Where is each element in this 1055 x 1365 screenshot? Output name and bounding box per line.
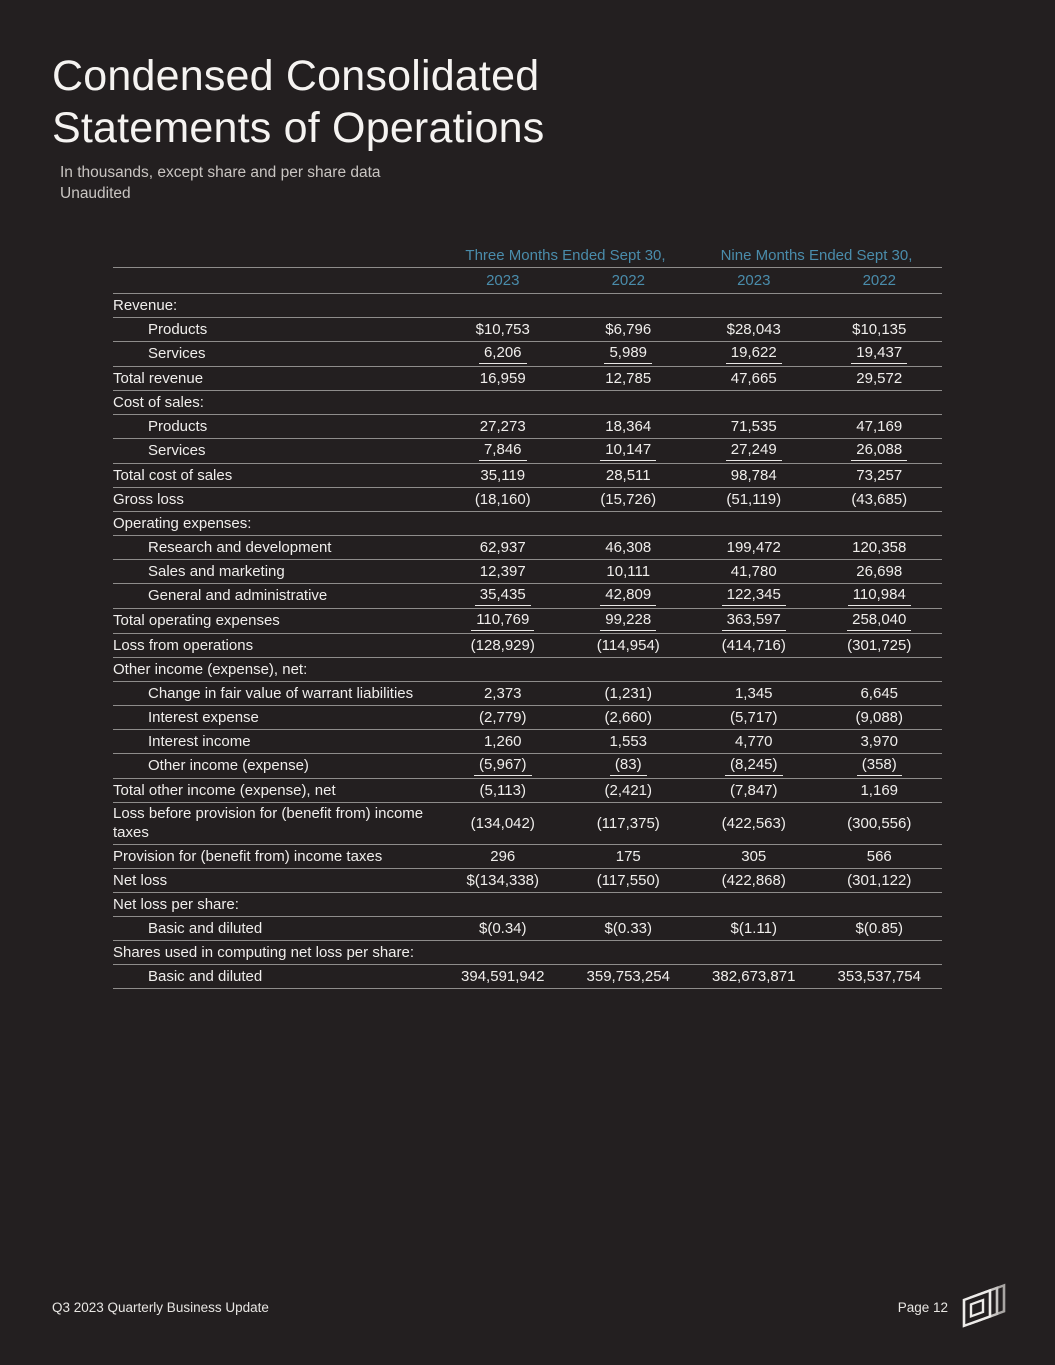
row-value: 46,308 — [605, 538, 652, 556]
row-value: 18,364 — [605, 417, 652, 435]
row-label: Services — [148, 442, 206, 459]
subtitle-line2: Unaudited — [60, 185, 131, 202]
table-row — [113, 682, 942, 706]
row-value: (2,421) — [604, 781, 653, 799]
row-label: Interest expense — [148, 708, 259, 726]
row-label: Total revenue — [113, 369, 204, 387]
row-label: Gross loss — [113, 490, 184, 508]
page-title — [52, 50, 544, 154]
table-row — [113, 488, 942, 512]
table-row — [113, 584, 942, 609]
year-header-row — [113, 268, 942, 294]
row-label: Other income (expense), net: — [113, 660, 308, 678]
row-label: General and administrative — [148, 587, 328, 604]
row-value: 359,753,254 — [586, 967, 670, 985]
row-value: 16,959 — [479, 369, 526, 387]
row-value: 4,770 — [734, 732, 773, 750]
row-label: Sales and marketing — [148, 562, 285, 580]
row-value: 19,622 — [691, 342, 817, 366]
row-value: $10,753 — [475, 320, 530, 338]
row-label: Net loss per share: — [113, 895, 239, 913]
row-value: 26,698 — [856, 562, 903, 580]
row-value: 62,937 — [479, 538, 526, 556]
row-value: 28,511 — [605, 466, 651, 484]
row-label: Loss from operations — [113, 636, 254, 654]
row-value: 27,249 — [691, 439, 817, 463]
row-value: 10,147 — [566, 439, 692, 463]
page-subtitle — [60, 162, 381, 204]
operations-table — [113, 245, 942, 989]
table-row — [113, 439, 942, 464]
table-body — [113, 294, 942, 989]
row-label: Cost of sales: — [113, 393, 204, 411]
row-value: (114,954) — [596, 636, 660, 654]
row-label: Interest income — [148, 732, 251, 750]
table-row — [113, 754, 942, 779]
row-value: 363,597 — [691, 609, 817, 633]
row-value: (15,726) — [600, 490, 657, 508]
table-row — [113, 658, 942, 682]
year-header: 2022 — [862, 272, 896, 289]
row-value: 2,373 — [483, 684, 522, 702]
row-value: 12,785 — [605, 369, 652, 387]
table-row — [113, 803, 942, 845]
row-value: 175 — [615, 847, 641, 865]
year-header: 2022 — [611, 272, 645, 289]
row-value: 566 — [866, 847, 892, 865]
layered-cube-logo-icon — [961, 1281, 1013, 1333]
table-row — [113, 845, 942, 869]
row-value: (9,088) — [855, 708, 904, 726]
row-label: Products — [148, 320, 208, 338]
row-value: (51,119) — [726, 490, 782, 508]
row-value: (8,245) — [691, 754, 817, 778]
row-value: (5,717) — [729, 708, 778, 726]
row-value: 42,809 — [566, 584, 692, 608]
row-value: (2,660) — [604, 708, 653, 726]
row-value: (358) — [817, 754, 943, 778]
row-label: Basic and diluted — [148, 919, 263, 937]
row-label: Total operating expenses — [113, 612, 280, 629]
row-value: 26,088 — [817, 439, 943, 463]
row-value: (300,556) — [847, 814, 912, 832]
row-value: (2,779) — [478, 708, 527, 726]
row-label: Shares used in computing net loss per share: — [113, 943, 415, 961]
row-value: 6,645 — [860, 684, 899, 702]
row-value: 10,111 — [606, 562, 651, 580]
row-value: (422,563) — [721, 814, 786, 832]
row-value: $(134,338) — [466, 871, 540, 889]
row-value: 6,206 — [440, 342, 566, 366]
row-value: (1,231) — [604, 684, 653, 702]
table-row — [113, 294, 942, 318]
row-value: 296 — [490, 847, 516, 865]
table-row — [113, 706, 942, 730]
row-value: 7,846 — [440, 439, 566, 463]
table-row — [113, 536, 942, 560]
row-value: 99,228 — [566, 609, 692, 633]
row-value: 199,472 — [726, 538, 781, 556]
row-label: Revenue: — [113, 296, 178, 314]
table-row — [113, 609, 942, 634]
row-value: 382,673,871 — [712, 967, 796, 985]
period-header-nine-months: Nine Months Ended Sept 30, — [720, 247, 913, 264]
row-value: (422,868) — [721, 871, 786, 889]
table-row — [113, 560, 942, 584]
table-row — [113, 512, 942, 536]
row-value: 122,345 — [691, 584, 817, 608]
row-value: 35,119 — [480, 466, 526, 484]
page-title-line2: Statements of Operations — [52, 104, 545, 152]
row-value: (134,042) — [470, 814, 535, 832]
row-value: 47,169 — [856, 417, 903, 435]
row-value: $(0.85) — [855, 919, 904, 937]
row-label: Provision for (benefit from) income taxes — [113, 847, 383, 865]
table-row — [113, 318, 942, 342]
row-value: 1,553 — [609, 732, 648, 750]
row-value: (7,847) — [729, 781, 778, 799]
row-value: (18,160) — [474, 490, 531, 508]
row-value: 41,780 — [730, 562, 777, 580]
row-value: $6,796 — [605, 320, 652, 338]
table-row — [113, 779, 942, 803]
year-header: 2023 — [486, 272, 520, 289]
table-row — [113, 634, 942, 658]
table-row — [113, 367, 942, 391]
page-number: Page 12 — [897, 1300, 948, 1315]
table-row — [113, 342, 942, 367]
row-value: (301,725) — [847, 636, 912, 654]
table-row — [113, 464, 942, 488]
row-label: Loss before provision for (benefit from) income taxes — [113, 805, 424, 841]
row-label: Net loss — [113, 871, 168, 889]
table-row — [113, 869, 942, 893]
row-value: 1,260 — [483, 732, 522, 750]
row-value: 120,358 — [852, 538, 907, 556]
row-label: Operating expenses: — [113, 514, 252, 532]
row-value: (5,967) — [440, 754, 566, 778]
row-value: 27,273 — [479, 417, 526, 435]
row-value: (414,716) — [721, 636, 786, 654]
row-value: $(1.11) — [730, 919, 777, 937]
row-value: 394,591,942 — [461, 967, 545, 985]
row-value: $28,043 — [726, 320, 781, 338]
year-header: 2023 — [737, 272, 771, 289]
row-value: 29,572 — [856, 369, 903, 387]
subtitle-line1: In thousands, except share and per share data — [60, 164, 381, 181]
footer-report-title: Q3 2023 Quarterly Business Update — [52, 1300, 269, 1315]
row-value: $(0.33) — [604, 919, 653, 937]
row-label: Total other income (expense), net — [113, 781, 336, 799]
table-row — [113, 415, 942, 439]
row-value: (83) — [566, 754, 692, 778]
table-row — [113, 941, 942, 965]
row-value: (5,113) — [479, 781, 526, 799]
table-row — [113, 965, 942, 989]
row-label: Products — [148, 417, 208, 435]
row-value: 1,169 — [860, 781, 899, 799]
row-label: Basic and diluted — [148, 967, 263, 985]
table-row — [113, 893, 942, 917]
table-row — [113, 391, 942, 415]
row-value: (43,685) — [851, 490, 908, 508]
row-value: 98,784 — [730, 466, 777, 484]
period-header-row — [113, 245, 942, 268]
row-label: Change in fair value of warrant liabilities — [148, 684, 414, 702]
page-title-line1: Condensed Consolidated — [52, 52, 540, 100]
row-value: 258,040 — [817, 609, 943, 633]
row-value: 71,535 — [730, 417, 777, 435]
row-value: 5,989 — [566, 342, 692, 366]
row-value: 110,769 — [440, 609, 566, 633]
row-value: (117,550) — [596, 871, 660, 889]
row-value: (301,122) — [847, 871, 912, 889]
period-header-three-months: Three Months Ended Sept 30, — [465, 247, 666, 264]
row-value: 73,257 — [856, 466, 903, 484]
row-value: $(0.34) — [478, 919, 527, 937]
row-label: Total cost of sales — [113, 466, 233, 484]
row-value: 12,397 — [479, 562, 526, 580]
row-label: Services — [148, 345, 206, 362]
row-label: Other income (expense) — [148, 757, 309, 774]
row-value: 353,537,754 — [837, 967, 921, 985]
row-value: 35,435 — [440, 584, 566, 608]
row-value: (117,375) — [596, 814, 660, 832]
row-label: Research and development — [148, 538, 332, 556]
row-value: 47,665 — [730, 369, 777, 387]
row-value: (128,929) — [470, 636, 535, 654]
table-row — [113, 730, 942, 754]
row-value: 1,345 — [734, 684, 773, 702]
row-value: $10,135 — [852, 320, 907, 338]
row-value: 3,970 — [860, 732, 899, 750]
row-value: 19,437 — [817, 342, 943, 366]
row-value: 305 — [741, 847, 767, 865]
row-value: 110,984 — [817, 584, 943, 608]
table-row — [113, 917, 942, 941]
